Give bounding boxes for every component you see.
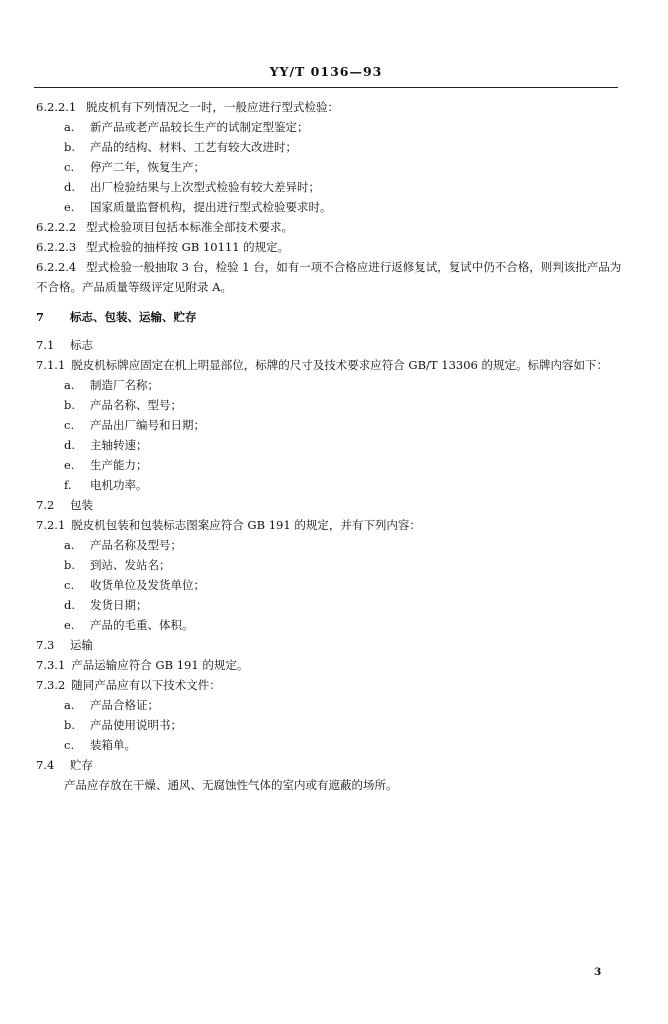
item-text: 产品出厂编号和日期； <box>90 418 205 432</box>
list-item <box>36 595 624 615</box>
section-title: 标志、包装、运输、贮存 <box>70 310 197 324</box>
list-item <box>36 177 624 197</box>
subsection-7-1-heading <box>36 335 624 355</box>
list-item <box>36 735 624 755</box>
clause-text: 随同产品应有以下技术文件： <box>71 678 221 692</box>
list-item <box>36 615 624 635</box>
item-letter: b. <box>64 140 76 154</box>
page-number: 3 <box>594 966 602 978</box>
item-text: 停产二年，恢复生产； <box>90 160 205 174</box>
item-letter: b. <box>64 398 76 412</box>
item-letter: d. <box>64 598 76 612</box>
clause-text: 脱皮机有下列情况之一时，一般应进行型式检验： <box>86 100 339 114</box>
item-letter: f. <box>64 478 72 492</box>
list-item <box>36 117 624 137</box>
subsection-number: 7.1 <box>36 338 55 352</box>
list-item <box>36 137 624 157</box>
clause-number: 6.2.2.1 <box>36 100 77 114</box>
item-letter: e. <box>64 618 75 632</box>
clause-6-2-2-3 <box>36 237 624 257</box>
list-item <box>36 375 624 395</box>
item-text: 到站、发站名； <box>90 558 171 572</box>
subsection-7-4-heading <box>36 755 624 775</box>
item-letter: b. <box>64 558 76 572</box>
clause-6-2-2-2 <box>36 217 624 237</box>
document-code-header: YY/T 0136—93 <box>269 64 383 79</box>
subsection-7-2-heading <box>36 495 624 515</box>
clause-number: 7.2.1 <box>36 518 66 532</box>
subsection-number: 7.3 <box>36 638 55 652</box>
clause-text: 脱皮机包装和包装标志图案应符合 GB 191 的规定，并有下列内容： <box>71 518 421 532</box>
subsection-title: 标志 <box>70 338 93 352</box>
document-body <box>36 97 624 795</box>
item-text: 主轴转速； <box>90 438 148 452</box>
clause-text: 型式检验一般抽取 3 台，检验 1 台，如有一项不合格应进行返修复试，复试中仍不合格，则判该批产品为不合格。产品质量等级评定见附录 A。 <box>36 260 622 294</box>
clause-7-3-1 <box>36 655 624 675</box>
subsection-title: 贮存 <box>70 758 93 772</box>
list-item <box>36 455 624 475</box>
clause-number: 6.2.2.4 <box>36 260 77 274</box>
item-text: 产品合格证； <box>90 698 159 712</box>
clause-text: 脱皮机标牌应固定在机上明显部位，标牌的尺寸及技术要求应符合 GB/T 13306 的规定。标牌内容如下： <box>71 358 608 372</box>
list-item <box>36 197 624 217</box>
item-letter: c. <box>64 418 75 432</box>
item-letter: a. <box>64 698 75 712</box>
item-letter: c. <box>64 578 75 592</box>
item-text: 产品使用说明书； <box>90 718 182 732</box>
subsection-title: 运输 <box>70 638 93 652</box>
list-item <box>36 695 624 715</box>
clause-number: 7.3.1 <box>36 658 66 672</box>
clause-number: 6.2.2.2 <box>36 220 77 234</box>
item-text: 生产能力； <box>90 458 148 472</box>
clause-7-3-2 <box>36 675 624 695</box>
item-text: 产品的结构、材料、工艺有较大改进时； <box>90 140 297 154</box>
clause-text: 产品运输应符合 GB 191 的规定。 <box>71 658 249 672</box>
section-number: 7 <box>36 310 45 324</box>
clause-number: 7.1.1 <box>36 358 66 372</box>
list-item <box>36 475 624 495</box>
header-rule <box>34 87 618 88</box>
item-text: 发货日期； <box>90 598 148 612</box>
list-item <box>36 715 624 735</box>
item-letter: d. <box>64 438 76 452</box>
list-item <box>36 415 624 435</box>
list-item <box>36 435 624 455</box>
item-text: 新产品或老产品较长生产的试制定型鉴定； <box>90 120 309 134</box>
item-letter: b. <box>64 718 76 732</box>
item-text: 装箱单。 <box>90 738 136 752</box>
clause-text: 型式检验的抽样按 GB 10111 的规定。 <box>86 240 290 254</box>
clause-number: 6.2.2.3 <box>36 240 77 254</box>
item-text: 产品名称、型号； <box>90 398 182 412</box>
item-text: 国家质量监督机构，提出进行型式检验要求时。 <box>90 200 332 214</box>
subsection-7-3-heading <box>36 635 624 655</box>
item-text: 电机功率。 <box>90 478 148 492</box>
item-text: 收货单位及发货单位； <box>90 578 205 592</box>
list-item <box>36 575 624 595</box>
list-item <box>36 157 624 177</box>
item-text: 制造厂名称； <box>90 378 159 392</box>
item-letter: e. <box>64 458 75 472</box>
item-letter: e. <box>64 200 75 214</box>
subsection-title: 包装 <box>70 498 93 512</box>
subsection-number: 7.4 <box>36 758 55 772</box>
item-letter: c. <box>64 738 75 752</box>
clause-7-1-1 <box>36 355 624 375</box>
item-text: 出厂检验结果与上次型式检验有较大差异时； <box>90 180 320 194</box>
section-7-heading <box>36 307 624 327</box>
item-letter: a. <box>64 538 75 552</box>
item-letter: d. <box>64 180 76 194</box>
item-letter: c. <box>64 160 75 174</box>
clause-text: 型式检验项目包括本标准全部技术要求。 <box>86 220 293 234</box>
clause-6-2-2-1 <box>36 97 624 117</box>
item-text: 产品名称及型号； <box>90 538 182 552</box>
item-letter: a. <box>64 120 75 134</box>
list-item <box>36 555 624 575</box>
clause-6-2-2-4 <box>36 257 624 297</box>
item-letter: a. <box>64 378 75 392</box>
clause-number: 7.3.2 <box>36 678 66 692</box>
storage-paragraph: 产品应存放在干燥、通风、无腐蚀性气体的室内或有遮蔽的场所。 <box>64 778 398 792</box>
clause-7-2-1 <box>36 515 624 535</box>
list-item <box>36 395 624 415</box>
item-text: 产品的毛重、体积。 <box>90 618 194 632</box>
subsection-number: 7.2 <box>36 498 55 512</box>
list-item <box>36 535 624 555</box>
